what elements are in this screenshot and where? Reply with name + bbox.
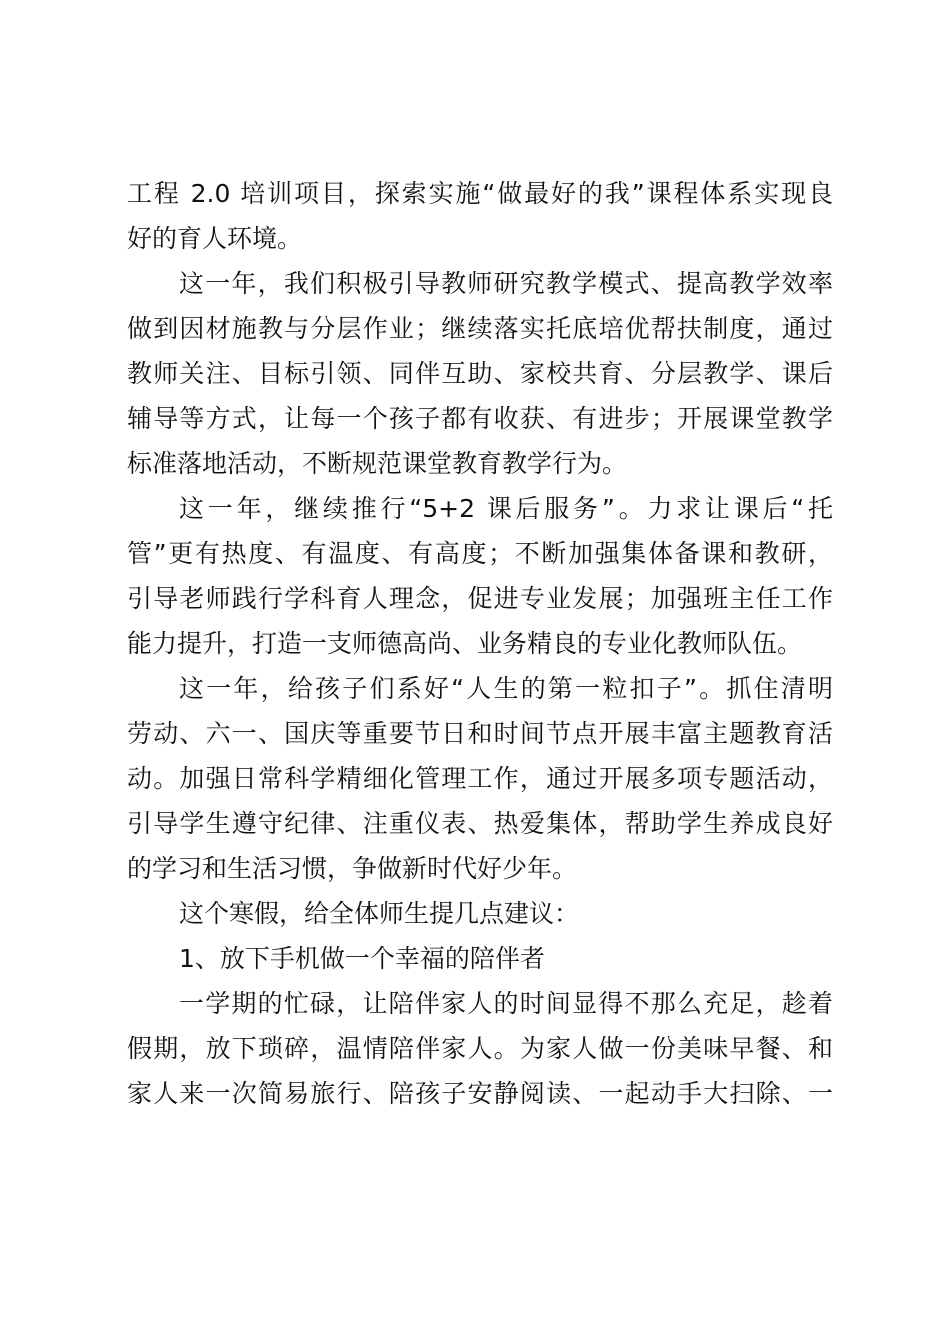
paragraph-line: 管”更有热度、有温度、有高度；不断加强集体备课和教研，: [127, 539, 833, 568]
paragraph-line: 辅导等方式，让每一个孩子都有收获、有进步；开展课堂教学: [127, 404, 833, 433]
paragraph-line: 这一年，继续推行“5+2 课后服务”。力求让课后“托: [179, 494, 833, 523]
paragraph-line: 工程 2.0 培训项目，探索实施“做最好的我”课程体系实现良: [127, 179, 833, 208]
paragraph-line: 的学习和生活习惯，争做新时代好少年。: [127, 854, 578, 883]
paragraph-line: 家人来一次简易旅行、陪孩子安静阅读、一起动手大扫除、一: [127, 1079, 833, 1108]
paragraph-line: 引导学生遵守纪律、注重仪表、热爱集体，帮助学生养成良好: [127, 809, 833, 838]
paragraph-line: 这一年，我们积极引导教师研究教学模式、提高教学效率: [179, 269, 833, 298]
paragraph-line: 一学期的忙碌，让陪伴家人的时间显得不那么充足，趁着: [179, 989, 833, 1018]
paragraph-line: 好的育人环境。: [127, 224, 303, 253]
paragraph-line: 做到因材施教与分层作业；继续落实托底培优帮扶制度，通过: [127, 314, 833, 343]
paragraph-line: 动。加强日常科学精细化管理工作，通过开展多项专题活动，: [127, 764, 833, 793]
paragraph-line: 能力提升，打造一支师德高尚、业务精良的专业化教师队伍。: [127, 629, 803, 658]
document-body: [127, 171, 833, 1116]
paragraph-line: 这个寒假，给全体师生提几点建议：: [179, 899, 580, 928]
paragraph-line: 假期，放下琐碎，温情陪伴家人。为家人做一份美味早餐、和: [127, 1034, 833, 1063]
paragraph-line: 这一年，给孩子们系好“人生的第一粒扣子”。抓住清明: [179, 674, 833, 703]
paragraph-line: 劳动、六一、国庆等重要节日和时间节点开展丰富主题教育活: [127, 719, 833, 748]
paragraph-line: 标准落地活动，不断规范课堂教育教学行为。: [127, 449, 628, 478]
section-heading: 1、放下手机做一个幸福的陪伴者: [179, 944, 545, 973]
paragraph-line: 引导老师践行学科育人理念，促进专业发展；加强班主任工作: [127, 584, 833, 613]
paragraph-line: 教师关注、目标引领、同伴互助、家校共育、分层教学、课后: [127, 359, 833, 388]
